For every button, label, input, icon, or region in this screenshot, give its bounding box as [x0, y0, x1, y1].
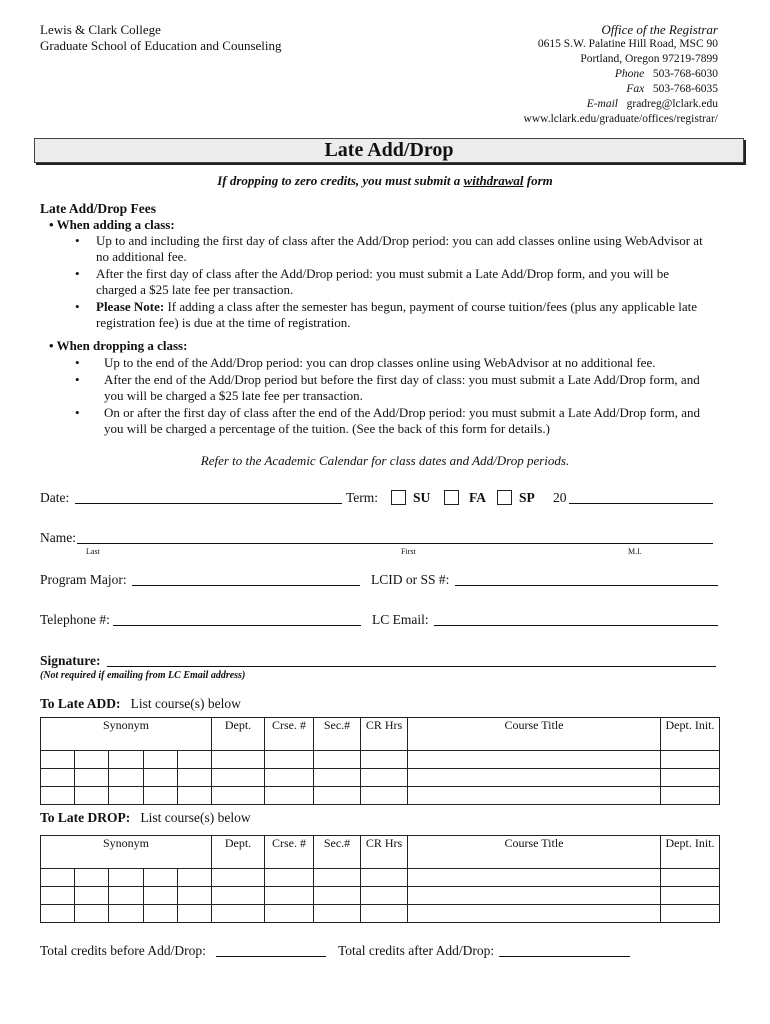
cell[interactable]: [177, 905, 211, 923]
late-add-table: [40, 717, 720, 805]
phone-line: [524, 67, 718, 82]
cell[interactable]: [75, 769, 109, 787]
notice-text-end: form: [523, 173, 553, 188]
cell[interactable]: [41, 787, 75, 805]
total-after-field[interactable]: [499, 956, 630, 957]
year-prefix: 20: [553, 490, 567, 505]
cell[interactable]: [41, 751, 75, 769]
cell[interactable]: [177, 769, 211, 787]
cell[interactable]: [314, 787, 361, 805]
college-name: Lewis & Clark College: [40, 22, 161, 37]
cell[interactable]: [408, 869, 661, 887]
cell[interactable]: [109, 769, 143, 787]
rule-text: no additional fee.: [96, 249, 187, 265]
dropping-rule-2: [104, 372, 700, 405]
cell[interactable]: [75, 787, 109, 805]
late-drop-title: To Late DROP:: [40, 810, 131, 825]
bullet-dot: •: [75, 405, 80, 420]
year-field[interactable]: [569, 503, 713, 504]
cell[interactable]: [109, 751, 143, 769]
rule-text: registration fee) is due at the time of registration.: [96, 315, 351, 331]
cell[interactable]: [408, 905, 661, 923]
cell[interactable]: [177, 869, 211, 887]
cell[interactable]: [361, 905, 408, 923]
late-drop-instruction: List course(s) below: [140, 810, 251, 825]
cell[interactable]: [109, 787, 143, 805]
fax-label: Fax: [626, 83, 645, 95]
total-before-field[interactable]: [216, 956, 326, 957]
cell[interactable]: [41, 887, 75, 905]
adding-heading: • When adding a class:: [49, 217, 175, 232]
synonym-header: Synonym: [41, 836, 212, 869]
term-fa-label: FA: [469, 490, 486, 505]
cell[interactable]: [143, 751, 177, 769]
cell[interactable]: [361, 887, 408, 905]
program-major-label: Program Major:: [40, 572, 127, 587]
cell[interactable]: [408, 751, 661, 769]
cell[interactable]: [177, 787, 211, 805]
table-row[interactable]: [41, 769, 720, 787]
term-sp-label: SP: [519, 490, 535, 505]
cell[interactable]: [314, 751, 361, 769]
institution-header: [40, 22, 282, 54]
bullet-dot: •: [75, 233, 80, 248]
dept-init-header: Dept. Init.: [661, 718, 720, 751]
late-add-title: To Late ADD:: [40, 696, 121, 711]
cell[interactable]: [143, 869, 177, 887]
cell[interactable]: [109, 905, 143, 923]
address-line-2: Portland, Oregon 97219-7899: [580, 53, 718, 65]
total-after-label: Total credits after Add/Drop:: [338, 943, 495, 958]
total-before-label: Total credits before Add/Drop:: [40, 943, 206, 958]
dropping-heading: • When dropping a class:: [49, 338, 188, 353]
cell[interactable]: [265, 869, 314, 887]
withdrawal-link[interactable]: withdrawal: [463, 173, 524, 188]
late-add-instruction: List course(s) below: [130, 696, 241, 711]
rule-text: On or after the first day of class after the end of the Add/Drop period: you must submit a Late Add/Drop form, and: [104, 405, 701, 420]
adding-rule-1: [96, 233, 703, 266]
cell[interactable]: [265, 769, 314, 787]
telephone-label: Telephone #:: [40, 612, 110, 627]
form-title: Late Add/Drop: [34, 138, 744, 163]
cell[interactable]: [361, 769, 408, 787]
table-row[interactable]: [41, 869, 720, 887]
lc-email-field[interactable]: [434, 625, 718, 626]
address-line-1: 0615 S.W. Palatine Hill Road, MSC 90: [537, 38, 718, 50]
cell[interactable]: [177, 751, 211, 769]
email-link[interactable]: gradreg@lclark.edu: [626, 98, 718, 110]
cell[interactable]: [109, 869, 143, 887]
rule-text: If adding a class after the semester has begun, payment of course tuition/fees (plus any applicable late: [164, 299, 698, 314]
crse-header: Crse. #: [265, 836, 314, 869]
adding-rule-3: [96, 299, 697, 332]
term-label: Term:: [346, 490, 379, 505]
cell[interactable]: [75, 905, 109, 923]
cell[interactable]: [212, 887, 265, 905]
cell[interactable]: [212, 869, 265, 887]
lcid-label: LCID or SS #:: [371, 572, 450, 587]
calendar-note: Refer to the Academic Calendar for class dates and Add/Drop periods.: [200, 453, 570, 468]
signature-label: Signature:: [40, 653, 101, 668]
cell[interactable]: [661, 869, 720, 887]
cell[interactable]: [265, 905, 314, 923]
cell[interactable]: [212, 751, 265, 769]
adding-rule-2: [96, 266, 669, 299]
sec-header: Sec.#: [314, 836, 361, 869]
cell[interactable]: [661, 751, 720, 769]
date-label: Date:: [40, 490, 70, 505]
dept-init-header: Dept. Init.: [661, 836, 720, 869]
term-sp-checkbox[interactable]: [497, 490, 512, 505]
late-add-heading: [40, 696, 241, 712]
sec-header: Sec.#: [314, 718, 361, 751]
lcid-field[interactable]: [455, 585, 718, 586]
withdrawal-notice: [0, 173, 770, 189]
signature-field[interactable]: [107, 666, 716, 667]
cell[interactable]: [41, 769, 75, 787]
synonym-header: Synonym: [41, 718, 212, 751]
cell[interactable]: [661, 905, 720, 923]
bullet-dot: •: [75, 299, 80, 314]
term-fa-checkbox[interactable]: [444, 490, 459, 505]
date-field[interactable]: [75, 503, 342, 504]
cell[interactable]: [265, 887, 314, 905]
phone-value: 503-768-6030: [652, 68, 718, 80]
cr-hrs-header: CR Hrs: [361, 836, 408, 869]
phone-label: Phone: [614, 68, 645, 80]
cell[interactable]: [177, 887, 211, 905]
cell[interactable]: [109, 887, 143, 905]
cell[interactable]: [41, 905, 75, 923]
bullet-dot: •: [75, 266, 80, 281]
dropping-rule-3: [104, 405, 700, 438]
table-row[interactable]: [41, 751, 720, 769]
rule-text: Up to and including the first day of class after the Add/Drop period: you can add classes online using WebAdvisor at: [96, 233, 703, 248]
table-row[interactable]: [41, 905, 720, 923]
registrar-contact: [524, 22, 718, 127]
cell[interactable]: [361, 751, 408, 769]
late-drop-heading: [40, 810, 251, 826]
table-header-row: [41, 718, 720, 751]
cell[interactable]: [361, 869, 408, 887]
course-title-header: Course Title: [408, 718, 661, 751]
please-note-label: Please Note:: [96, 299, 165, 314]
cell[interactable]: [408, 769, 661, 787]
cell[interactable]: [361, 787, 408, 805]
fees-heading: Late Add/Drop Fees: [40, 201, 157, 216]
table-header-row: [41, 836, 720, 869]
name-first-caption: First: [401, 547, 416, 556]
name-label: Name:: [40, 530, 76, 545]
dept-header: Dept.: [212, 718, 265, 751]
cell[interactable]: [212, 787, 265, 805]
rule-text: After the end of the Add/Drop period but before the first day of class: you must submit a Late Add/Drop form, and: [104, 372, 700, 387]
term-su-checkbox[interactable]: [391, 490, 406, 505]
cell[interactable]: [661, 787, 720, 805]
cell[interactable]: [265, 751, 314, 769]
term-su-label: SU: [413, 490, 431, 505]
bullet-dot: •: [75, 355, 80, 370]
dept-header: Dept.: [212, 836, 265, 869]
rule-text: After the first day of class after the Add/Drop period: you must submit a Late Add/Drop form, and you will be: [96, 266, 669, 281]
cell[interactable]: [212, 769, 265, 787]
cell[interactable]: [143, 769, 177, 787]
cell[interactable]: [661, 769, 720, 787]
name-last-caption: Last: [86, 547, 100, 556]
cell[interactable]: [314, 887, 361, 905]
cell[interactable]: [143, 787, 177, 805]
cell[interactable]: [41, 869, 75, 887]
cell[interactable]: [408, 887, 661, 905]
table-row[interactable]: [41, 787, 720, 805]
email-label: E-mail: [586, 98, 618, 110]
program-major-field[interactable]: [132, 585, 360, 586]
fax-value: 503-768-6035: [652, 83, 718, 95]
rule-text: you will be charged a $25 late fee per transaction.: [104, 388, 363, 404]
cell[interactable]: [314, 869, 361, 887]
table-row[interactable]: [41, 887, 720, 905]
office-name: Office of the Registrar: [601, 22, 718, 37]
email-line: [524, 97, 718, 112]
cell[interactable]: [314, 905, 361, 923]
school-name: Graduate School of Education and Counseling: [40, 38, 282, 53]
dropping-rule-1: [104, 355, 655, 371]
cell[interactable]: [212, 905, 265, 923]
cell[interactable]: [75, 751, 109, 769]
rule-text: charged a $25 late fee per transaction.: [96, 282, 294, 298]
cell[interactable]: [75, 887, 109, 905]
notice-text: If dropping to zero credits, you must submit a: [217, 173, 464, 188]
rule-text: you will be charged a percentage of the tuition. (See the back of this form for details.): [104, 421, 550, 437]
website-link[interactable]: www.lclark.edu/graduate/offices/registrar/: [523, 113, 718, 125]
cell[interactable]: [661, 887, 720, 905]
fax-line: [524, 82, 718, 97]
telephone-field[interactable]: [113, 625, 361, 626]
cell[interactable]: [408, 787, 661, 805]
cell[interactable]: [314, 769, 361, 787]
name-field[interactable]: [77, 543, 713, 544]
cr-hrs-header: CR Hrs: [361, 718, 408, 751]
rule-text: Up to the end of the Add/Drop period: you can drop classes online using WebAdvisor at no additional fee.: [104, 355, 656, 370]
crse-header: Crse. #: [265, 718, 314, 751]
cell[interactable]: [75, 869, 109, 887]
late-drop-table: [40, 835, 720, 923]
course-title-header: Course Title: [408, 836, 661, 869]
name-mi-caption: M.I.: [628, 547, 642, 556]
lc-email-label: LC Email:: [372, 612, 429, 627]
bullet-dot: •: [75, 372, 80, 387]
cell[interactable]: [143, 905, 177, 923]
cell[interactable]: [143, 887, 177, 905]
signature-note: (Not required if emailing from LC Email address): [40, 670, 246, 681]
cell[interactable]: [265, 787, 314, 805]
